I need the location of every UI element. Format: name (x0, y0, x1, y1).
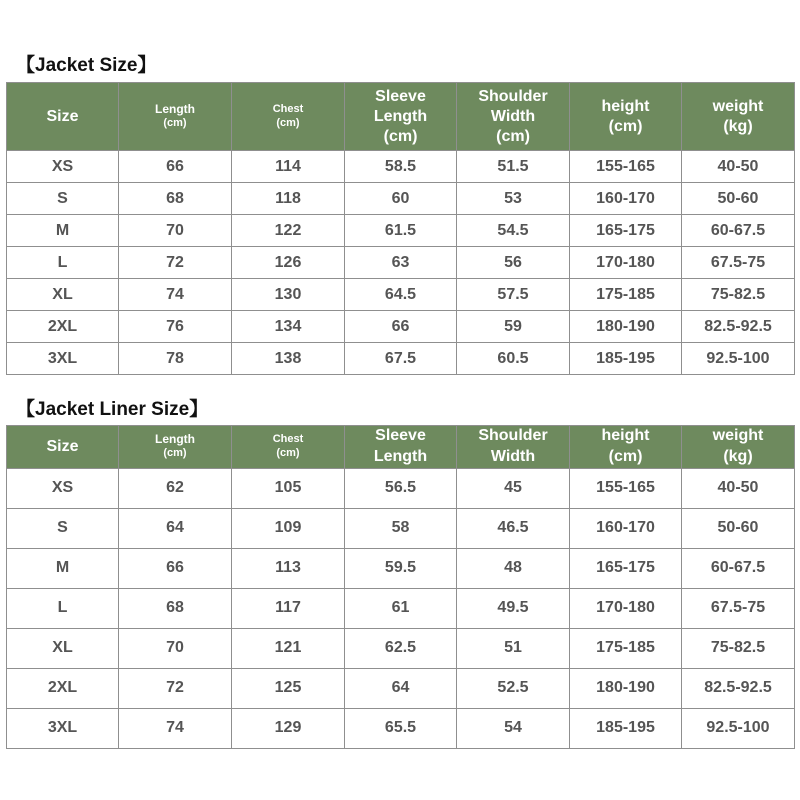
cell-length: 78 (119, 343, 232, 375)
table-row (7, 215, 795, 247)
cell-shoulder-width: 46.5 (457, 508, 570, 548)
cell-weight: 60-67.5 (682, 215, 795, 247)
header-chest-unit: (cm) (276, 446, 300, 459)
cell-chest: 138 (232, 343, 345, 375)
cell-chest: 129 (232, 708, 345, 748)
table-row (7, 311, 795, 343)
table-row (7, 548, 795, 588)
header-shoulder-label-1: Shoulder (478, 427, 548, 444)
header-length (119, 83, 232, 151)
header-weight-label: weight (712, 427, 764, 444)
jacket-size-title: 【Jacket Size】 (16, 55, 157, 76)
cell-weight: 40-50 (682, 468, 795, 508)
header-chest (232, 426, 345, 469)
table-row (7, 279, 795, 311)
cell-size: M (7, 548, 119, 588)
cell-weight: 92.5-100 (682, 343, 795, 375)
cell-chest: 130 (232, 279, 345, 311)
cell-size: L (7, 247, 119, 279)
cell-height: 180-190 (570, 668, 682, 708)
cell-height: 170-180 (570, 588, 682, 628)
cell-weight: 75-82.5 (682, 279, 795, 311)
cell-sleeve-length: 56.5 (345, 468, 457, 508)
cell-shoulder-width: 45 (457, 468, 570, 508)
cell-sleeve-length: 67.5 (345, 343, 457, 375)
cell-weight: 67.5-75 (682, 588, 795, 628)
cell-length: 72 (119, 668, 232, 708)
cell-height: 185-195 (570, 708, 682, 748)
header-shoulder (457, 426, 570, 469)
header-chest-label: Chest (272, 433, 304, 446)
cell-chest: 118 (232, 183, 345, 215)
cell-length: 72 (119, 247, 232, 279)
header-length-unit: (cm) (163, 117, 187, 130)
cell-length: 62 (119, 468, 232, 508)
cell-shoulder-width: 54 (457, 708, 570, 748)
cell-height: 160-170 (570, 183, 682, 215)
cell-sleeve-length: 65.5 (345, 708, 457, 748)
header-sleeve-unit: (cm) (383, 127, 418, 145)
table-header-row (7, 426, 795, 469)
cell-shoulder-width: 59 (457, 311, 570, 343)
header-height (570, 426, 682, 469)
cell-shoulder-width: 51.5 (457, 151, 570, 183)
cell-shoulder-width: 52.5 (457, 668, 570, 708)
table-row (7, 628, 795, 668)
table-row (7, 588, 795, 628)
cell-height: 185-195 (570, 343, 682, 375)
header-size: Size (7, 83, 119, 151)
cell-chest: 125 (232, 668, 345, 708)
cell-sleeve-length: 58.5 (345, 151, 457, 183)
cell-size: 2XL (7, 311, 119, 343)
header-chest-unit: (cm) (276, 116, 300, 129)
header-chest-label: Chest (272, 102, 304, 115)
cell-size: M (7, 215, 119, 247)
cell-chest: 121 (232, 628, 345, 668)
cell-shoulder-width: 56 (457, 247, 570, 279)
cell-shoulder-width: 54.5 (457, 215, 570, 247)
header-length-unit: (cm) (163, 447, 187, 460)
header-weight-unit: (kg) (723, 447, 753, 465)
table-row (7, 708, 795, 748)
header-sleeve (345, 83, 457, 151)
table-row (7, 668, 795, 708)
header-length-label: Length (155, 432, 195, 447)
header-weight (682, 83, 795, 151)
cell-shoulder-width: 57.5 (457, 279, 570, 311)
cell-weight: 82.5-92.5 (682, 668, 795, 708)
table-row (7, 247, 795, 279)
cell-chest: 114 (232, 151, 345, 183)
table-header-row (7, 83, 795, 151)
jacket-size-table (6, 82, 795, 375)
header-length (119, 426, 232, 469)
cell-height: 170-180 (570, 247, 682, 279)
cell-length: 68 (119, 588, 232, 628)
header-sleeve-label-1: Sleeve (375, 87, 426, 105)
cell-length: 68 (119, 183, 232, 215)
cell-shoulder-width: 60.5 (457, 343, 570, 375)
cell-weight: 60-67.5 (682, 548, 795, 588)
cell-shoulder-width: 49.5 (457, 588, 570, 628)
cell-chest: 134 (232, 311, 345, 343)
jacket-liner-size-title: 【Jacket Liner Size】 (16, 399, 209, 420)
header-sleeve-label-1: Sleeve (375, 427, 426, 444)
cell-length: 74 (119, 708, 232, 748)
cell-size: XS (7, 468, 119, 508)
cell-size: L (7, 588, 119, 628)
header-shoulder-label-1: Shoulder (478, 87, 548, 105)
header-height-label: height (601, 97, 650, 115)
cell-chest: 113 (232, 548, 345, 588)
header-size: Size (7, 426, 119, 469)
cell-weight: 40-50 (682, 151, 795, 183)
cell-size: 3XL (7, 343, 119, 375)
cell-sleeve-length: 63 (345, 247, 457, 279)
cell-sleeve-length: 64.5 (345, 279, 457, 311)
cell-weight: 67.5-75 (682, 247, 795, 279)
cell-height: 165-175 (570, 215, 682, 247)
cell-chest: 126 (232, 247, 345, 279)
header-sleeve-label-2: Length (373, 447, 428, 465)
cell-shoulder-width: 53 (457, 183, 570, 215)
jacket-liner-size-table (6, 425, 795, 749)
header-height-unit: (cm) (608, 117, 643, 135)
cell-length: 66 (119, 548, 232, 588)
header-weight-label: weight (712, 97, 764, 115)
cell-chest: 109 (232, 508, 345, 548)
table-row (7, 468, 795, 508)
header-shoulder-label-2: Width (490, 107, 536, 125)
cell-shoulder-width: 48 (457, 548, 570, 588)
cell-weight: 50-60 (682, 183, 795, 215)
header-sleeve (345, 426, 457, 469)
table-row (7, 343, 795, 375)
cell-sleeve-length: 61 (345, 588, 457, 628)
cell-size: S (7, 508, 119, 548)
header-shoulder (457, 83, 570, 151)
cell-weight: 50-60 (682, 508, 795, 548)
cell-chest: 122 (232, 215, 345, 247)
table-row (7, 183, 795, 215)
cell-length: 76 (119, 311, 232, 343)
cell-sleeve-length: 61.5 (345, 215, 457, 247)
cell-size: 3XL (7, 708, 119, 748)
cell-sleeve-length: 64 (345, 668, 457, 708)
cell-size: XL (7, 628, 119, 668)
cell-weight: 82.5-92.5 (682, 311, 795, 343)
cell-weight: 92.5-100 (682, 708, 795, 748)
cell-size: XS (7, 151, 119, 183)
cell-chest: 117 (232, 588, 345, 628)
cell-chest: 105 (232, 468, 345, 508)
cell-length: 74 (119, 279, 232, 311)
header-sleeve-label-2: Length (373, 107, 428, 125)
cell-sleeve-length: 58 (345, 508, 457, 548)
cell-sleeve-length: 59.5 (345, 548, 457, 588)
header-height (570, 83, 682, 151)
cell-height: 180-190 (570, 311, 682, 343)
cell-height: 155-165 (570, 468, 682, 508)
header-chest (232, 83, 345, 151)
cell-weight: 75-82.5 (682, 628, 795, 668)
cell-height: 155-165 (570, 151, 682, 183)
cell-size: 2XL (7, 668, 119, 708)
cell-sleeve-length: 62.5 (345, 628, 457, 668)
cell-height: 175-185 (570, 279, 682, 311)
table-row (7, 508, 795, 548)
table-row (7, 151, 795, 183)
cell-height: 165-175 (570, 548, 682, 588)
cell-length: 70 (119, 215, 232, 247)
header-weight-unit: (kg) (723, 117, 753, 135)
cell-shoulder-width: 51 (457, 628, 570, 668)
header-length-label: Length (155, 102, 195, 117)
header-weight (682, 426, 795, 469)
header-height-label: height (601, 427, 650, 444)
header-shoulder-unit: (cm) (496, 127, 530, 145)
cell-length: 64 (119, 508, 232, 548)
cell-height: 175-185 (570, 628, 682, 668)
cell-sleeve-length: 60 (345, 183, 457, 215)
cell-size: S (7, 183, 119, 215)
header-shoulder-label-2: Width (490, 447, 536, 465)
header-height-unit: (cm) (608, 447, 643, 465)
cell-size: XL (7, 279, 119, 311)
cell-sleeve-length: 66 (345, 311, 457, 343)
cell-height: 160-170 (570, 508, 682, 548)
cell-length: 70 (119, 628, 232, 668)
cell-length: 66 (119, 151, 232, 183)
